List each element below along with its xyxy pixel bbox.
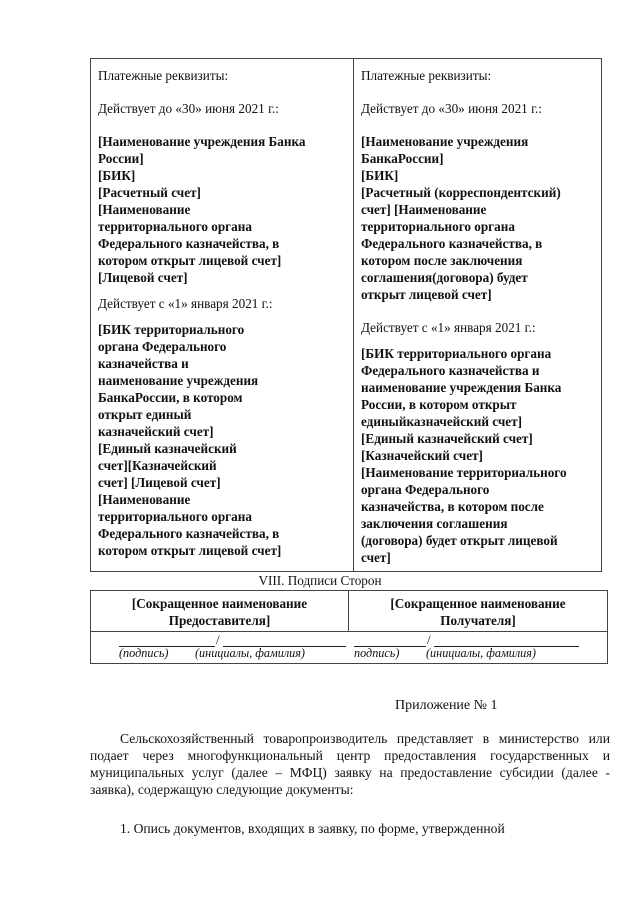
requisites-line: [Казначейский счет] [361, 448, 483, 463]
requisites-line: [БИК территориального [98, 322, 245, 337]
provider-sign-caption: (подпись) [119, 646, 169, 660]
requisites-line: открыт единый [98, 407, 192, 422]
requisites-line: [Наименование территориального [361, 465, 567, 480]
recipient-header-line: [Сокращенное наименование [390, 596, 566, 611]
requisites-line: [БИК территориального органа [361, 346, 552, 361]
requisites-line: заключения соглашения [361, 516, 508, 531]
provider-slash: / [216, 632, 220, 647]
requisites-line: счет] [361, 550, 391, 565]
requisites-line: котором открыт лицевой счет] [98, 253, 282, 268]
requisites-line: Федерального казначейства и [361, 363, 540, 378]
recipient-name-caption: (инициалы, фамилия) [426, 646, 536, 660]
requisites-right-column [354, 59, 601, 571]
requisites-left-block1 [98, 133, 347, 286]
recipient-sign-caption: подпись) [354, 646, 400, 660]
requisites-right-block2 [361, 345, 595, 566]
requisites-line: органа Федерального [361, 482, 490, 497]
requisites-line: [Расчетный (корреспондентский) [361, 185, 561, 200]
recipient-header-line: Получателя] [440, 613, 516, 628]
requisites-line: [Наименование учреждения Банка [98, 134, 306, 149]
requisites-line: Федерального казначейства, в [98, 526, 280, 541]
requisites-line: России] [98, 151, 144, 166]
requisites-line: котором открыт лицевой счет] [98, 543, 282, 558]
appendix-paragraph-2: 1. Опись документов, входящих в заявку, по форме, утвержденной [120, 821, 505, 836]
payment-requisites-table [90, 58, 602, 572]
requisites-line: [Единый казначейский счет] [361, 431, 533, 446]
requisites-line: казначейства и [98, 356, 189, 371]
appendix-paragraph-1: Сельскохозяйственный товаропроизводитель представляет в министерство или подает через многофункциональный центр предоставления государственных и муниципальных услуг (далее – МФЦ) заявку на предоставление субсидии (далее - заявка), содержащую следующие документы: [90, 731, 610, 797]
requisites-left-heading: Платежные реквизиты: [98, 68, 229, 83]
requisites-line: [Лицевой счет] [98, 270, 188, 285]
requisites-line: России, в котором открыт [361, 397, 517, 412]
requisites-line: единыйказначейский счет] [361, 414, 522, 429]
requisites-line: Федерального казначейства, в [98, 236, 280, 251]
requisites-line: счет] [Наименование [361, 202, 487, 217]
requisites-line: Федерального казначейства, в [361, 236, 543, 251]
requisites-line: (договора) будет открыт лицевой [361, 533, 558, 548]
requisites-left-block2 [98, 321, 347, 559]
signature-recipient-header [349, 591, 607, 631]
requisites-left-valid-until: Действует до «30» июня 2021 г.: [98, 101, 279, 116]
requisites-line: счет][Казначейский [98, 458, 217, 473]
requisites-line: [Наименование [98, 492, 191, 507]
requisites-right-valid-until: Действует до «30» июня 2021 г.: [361, 101, 542, 116]
requisites-line: БанкаРоссии] [361, 151, 444, 166]
provider-header-line: Предоставителя] [168, 613, 271, 628]
requisites-line: соглашения(договора) будет [361, 270, 528, 285]
requisites-line: [Наименование учреждения [361, 134, 529, 149]
requisites-left-valid-from: Действует с «1» января 2021 г.: [98, 296, 273, 311]
requisites-line: [Наименование [98, 202, 191, 217]
requisites-line: наименование учреждения [98, 373, 259, 388]
recipient-slash: / [427, 632, 431, 647]
provider-name-caption: (инициалы, фамилия) [195, 646, 305, 660]
requisites-line: [БИК] [98, 168, 136, 183]
appendix-title: Приложение № 1 [395, 698, 498, 713]
signatures-lines-row [91, 632, 607, 664]
signatures-header-row [91, 591, 607, 632]
requisites-line: территориального органа [361, 219, 515, 234]
requisites-line: казначейский счет] [98, 424, 214, 439]
requisites-line: казначейства, в котором после [361, 499, 544, 514]
requisites-line: органа Федерального [98, 339, 227, 354]
requisites-line: [Расчетный счет] [98, 185, 201, 200]
requisites-right-heading: Платежные реквизиты: [361, 68, 492, 83]
provider-header-line: [Сокращенное наименование [131, 596, 308, 611]
requisites-line: БанкаРоссии, в котором [98, 390, 243, 405]
requisites-right-block1 [361, 133, 595, 303]
requisites-line: [Единый казначейский [98, 441, 237, 456]
requisites-line: [БИК] [361, 168, 399, 183]
requisites-line: счет] [Лицевой счет] [98, 475, 221, 490]
requisites-line: территориального органа [98, 219, 252, 234]
requisites-left-column [91, 59, 354, 571]
signatures-table [90, 590, 608, 664]
requisites-line: котором после заключения [361, 253, 523, 268]
requisites-line: территориального органа [98, 509, 252, 524]
requisites-line: наименование учреждения Банка [361, 380, 562, 395]
requisites-right-valid-from: Действует с «1» января 2021 г.: [361, 320, 536, 335]
signature-provider-header [91, 591, 349, 631]
requisites-line: открыт лицевой счет] [361, 287, 492, 302]
signatures-title: VIII. Подписи Сторон [258, 573, 382, 588]
